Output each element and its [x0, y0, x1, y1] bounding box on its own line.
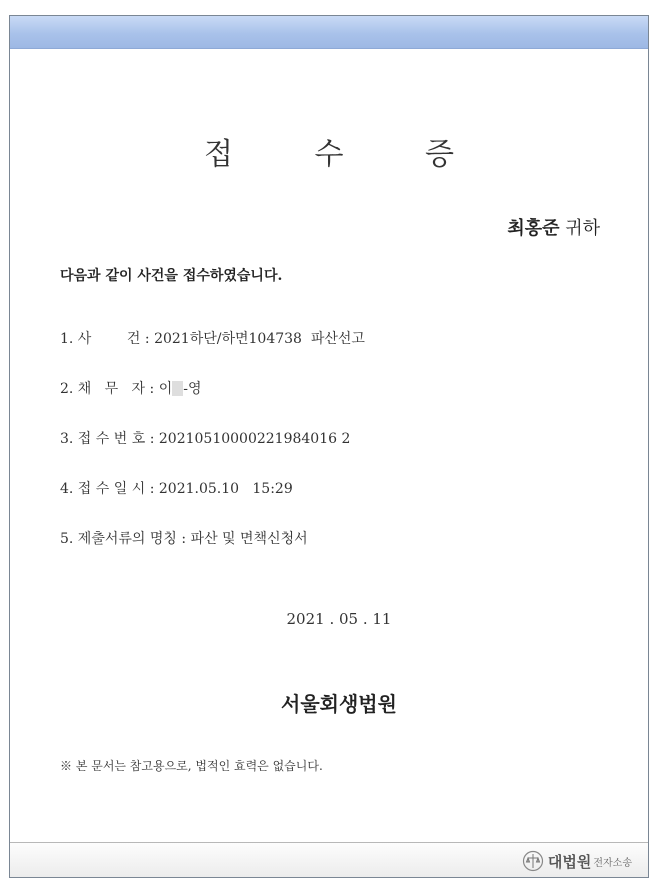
item-receipt-number [60, 428, 350, 448]
item-debtor-value-prefix: 이 [158, 381, 173, 397]
item-receipt-number-label: 3. 접 수 번 호 : [60, 431, 159, 447]
document-frame [9, 15, 649, 878]
item-document-name-label: 5. 제출서류의 명칭 : [60, 531, 191, 547]
recipient [507, 214, 600, 240]
recipient-suffix: 귀하 [565, 218, 600, 239]
intro-text: 다음과 같이 사건을 접수하였습니다. [60, 268, 283, 284]
court-logo [522, 850, 632, 872]
window-top-bar [10, 16, 648, 49]
supreme-court-emblem-icon [522, 850, 544, 872]
logo-main-text: 대법원 [547, 852, 592, 871]
item-document-name [60, 528, 308, 548]
item-receipt-datetime [60, 478, 293, 498]
disclaimer-notice: ※ 본 문서는 참고용으로, 법적인 효력은 없습니다. [60, 759, 323, 773]
recipient-name: 최홍준 [507, 218, 560, 239]
item-receipt-datetime-value: 2021.05.10 15:29 [158, 481, 293, 497]
window-bottom-bar [10, 842, 648, 877]
item-debtor-value-suffix: -영 [183, 381, 202, 397]
item-document-name-value: 파산 및 면책신청서 [190, 531, 308, 547]
item-case-value: 2021하단/하면104738 파산선고 [154, 331, 365, 347]
item-receipt-datetime-label: 4. 접 수 일 시 : [60, 481, 159, 497]
item-debtor-label: 2. 채 무 자 : [60, 381, 159, 397]
item-debtor [60, 378, 202, 398]
item-case-label: 1. 사 건 : [60, 331, 155, 347]
logo-sub-text: 전자소송 [593, 857, 632, 869]
redacted-block [172, 381, 183, 396]
court-name: 서울회생법원 [281, 692, 397, 716]
document-title: 접 수 증 [203, 137, 490, 172]
item-receipt-number-value: 20210510000221984016 2 [158, 431, 351, 447]
issue-date: 2021 . 05 . 11 [286, 610, 392, 628]
item-case [60, 328, 365, 348]
